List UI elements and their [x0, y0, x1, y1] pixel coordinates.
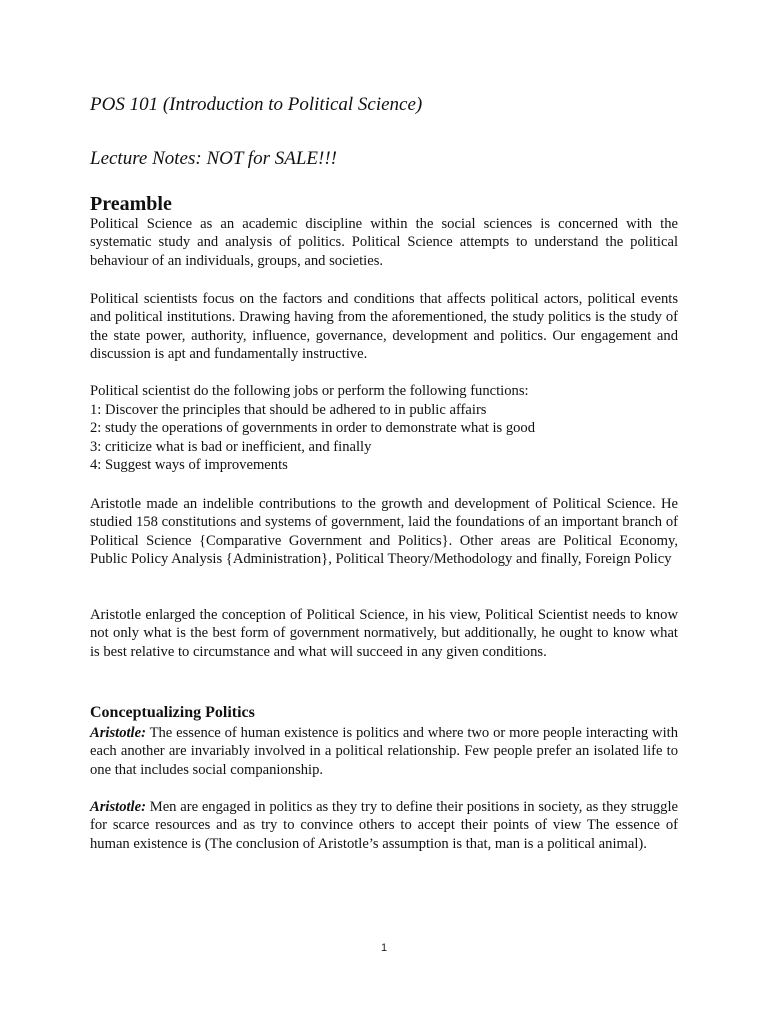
- course-title: POS 101 (Introduction to Political Science): [90, 94, 423, 115]
- list-item: 3: criticize what is bad or inefficient, and finally: [90, 438, 372, 455]
- preamble-heading: Preamble: [90, 193, 172, 215]
- quote-author: Aristotle:: [90, 799, 146, 815]
- preamble-paragraph-3: Aristotle made an indelible contributions to the growth and development of Political Science. He studied 158 constitutions and systems of government, laid the foundations of an important branch of Political Science {Comparative Government and Politics}. Other areas are Political Economy, Public Policy Analysis {Administration}, Political Theory/Methodology and finally, Foreign Policy: [90, 496, 678, 568]
- aristotle-quote-1: [90, 724, 678, 779]
- page-number: 1: [380, 942, 388, 954]
- quote-text: Men are engaged in politics as they try to define their positions in society, as they struggle for scarce resources and as try to convince others to accept their points of view The essence of human existence is (The conclusion of Aristotle’s assumption is that, man is a political animal).: [90, 799, 678, 852]
- functions-list: [90, 382, 678, 475]
- list-item: 1: Discover the principles that should be adhered to in public affairs: [90, 401, 487, 418]
- preamble-paragraph-4: Aristotle enlarged the conception of Political Science, in his view, Political Scientist needs to know not only what is the best form of government normatively, but additionally, he ought to know what is best relative to circumstance and what will succeed in any given conditions.: [90, 607, 678, 660]
- list-intro: Political scientist do the following jobs or perform the following functions:: [90, 383, 529, 399]
- quote-text: The essence of human existence is politics and where two or more people interacting with each another are invariably involved in a political relationship. Few people prefer an isolated life to one that includes social companionship.: [90, 725, 678, 778]
- preamble-paragraph-1: Political Science as an academic discipline within the social sciences is concerned with the systematic study and analysis of politics. Political Science attempts to understand the political behaviour of an individuals, groups, and societies.: [90, 216, 678, 269]
- quote-author: Aristotle:: [90, 725, 146, 741]
- list-item: 4: Suggest ways of improvements: [90, 457, 288, 473]
- preamble-paragraph-2: Political scientists focus on the factors and conditions that affects political actors, political events and political institutions. Drawing having from the aforementioned, the study politics is the study of the state power, authority, influence, governance, development and politics. Our engagement and discussion is apt and fundamentally instructive.: [90, 291, 678, 363]
- aristotle-quote-2: [90, 798, 678, 853]
- list-item: 2: study the operations of governments in order to demonstrate what is good: [90, 420, 536, 436]
- lecture-notice: Lecture Notes: NOT for SALE!!!: [90, 148, 337, 169]
- conceptualizing-heading: Conceptualizing Politics: [90, 704, 255, 721]
- document-page: [90, 0, 678, 1024]
